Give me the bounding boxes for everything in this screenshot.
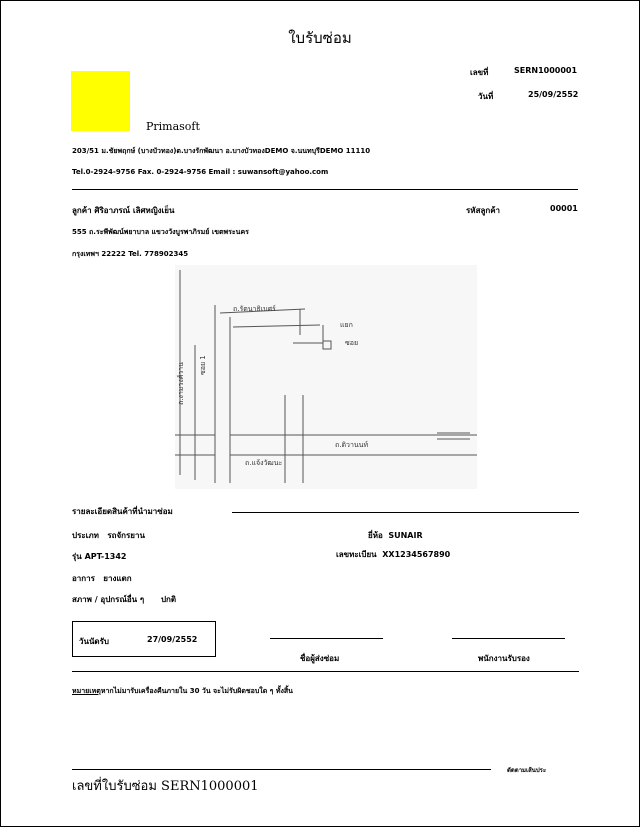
product-symptom: ยางแตก: [103, 574, 132, 583]
receive-date: 27/09/2552: [147, 635, 198, 644]
document-title: ใบรับซ่อม: [288, 29, 352, 47]
header-divider: [72, 189, 578, 190]
map-label-6: ซอย 1: [199, 355, 207, 375]
map-label-5: ถ.งามวงศ์วาน: [177, 362, 185, 405]
staff-signature-label: พนักงานรับรอง: [478, 654, 530, 663]
customer-label: ลูกค้า: [72, 206, 92, 215]
company-address: 203/51 ม.ชัยพฤกษ์ (บางบัวทอง)ต.บางรักพัฒนา อ.บางบัวทองDEMO จ.นนทบุรีDEMO 11110: [72, 147, 371, 155]
doc-no-label: เลขที่: [470, 68, 489, 77]
map-label-3: ซอย: [345, 339, 359, 347]
product-type-row: [72, 529, 145, 542]
product-model-row: [72, 550, 126, 563]
product-condition-row: [72, 593, 176, 606]
product-type-label: ประเภท: [72, 531, 99, 540]
product-condition: ปกติ: [160, 595, 177, 604]
map-label-4: ถ.ติวานนท์: [335, 441, 369, 449]
note-text: หากไม่มารับเครื่องคืนภายใน 30 วัน จะไม่รับผิดชอบใด ๆ ทั้งสิ้น: [100, 687, 293, 695]
product-model: APT-1342: [84, 552, 127, 561]
map-drawing: [175, 265, 477, 489]
cut-text: ตัดตามเส้นประ: [507, 767, 547, 774]
customer-signature-line: [270, 638, 383, 639]
staff-signature-line: [452, 638, 565, 639]
doc-no: SERN1000001: [514, 66, 578, 75]
footer-doc-number: [72, 775, 259, 796]
receive-date-label: วันนัดรับ: [79, 637, 109, 646]
product-section-line: [232, 512, 579, 513]
map-label-1: ถ.รัตนาธิเบศร์: [233, 305, 276, 313]
product-symptom-label: อาการ: [72, 574, 95, 583]
product-brand: SUNAIR: [388, 531, 423, 540]
product-type: รถจักรยาน: [107, 531, 145, 540]
note-row: [72, 686, 293, 697]
product-brand-row: [368, 529, 423, 542]
product-section-label: รายละเอียดสินค้าที่นำมาซ่อม: [72, 507, 173, 516]
product-model-label: รุ่น: [72, 552, 82, 561]
receive-date-box: [72, 621, 216, 657]
company-contact: Tel.0-2924-9756 Fax. 0-2924-9756 Email : suwansoft@yahoo.com: [72, 168, 329, 176]
customer-signature-label: ชื่อผู้ส่งซ่อม: [300, 654, 340, 663]
company-name: Primasoft: [146, 120, 200, 133]
map-label-2: แยก: [340, 321, 353, 329]
customer-name: ศิริอาภรณ์ เลิศหญิงเย็น: [94, 206, 175, 215]
note-divider: [72, 671, 579, 672]
customer-address-1: 555 ถ.ระพีพัฒน์พยาบาล แขวงวังบูรพาภิรมย์ เขตพระนคร: [72, 228, 249, 236]
cut-line: [72, 769, 491, 770]
map-label-7: ถ.แจ้งวัฒนะ: [245, 459, 283, 467]
customer-line: [72, 204, 174, 217]
date-label: วันที่: [478, 92, 494, 101]
product-reg: XX1234567890: [382, 550, 451, 559]
company-logo: [71, 71, 130, 131]
customer-code: 00001: [550, 204, 578, 213]
location-map: [175, 265, 477, 489]
product-symptom-row: [72, 572, 132, 585]
customer-code-label: รหัสลูกค้า: [466, 206, 501, 215]
product-reg-row: [336, 548, 450, 561]
product-condition-label: สภาพ / อุปกรณ์อื่น ๆ: [72, 595, 145, 604]
product-reg-label: เลขทะเบียน: [336, 550, 377, 559]
customer-address-2: กรุงเทพฯ 22222 Tel. 778902345: [72, 250, 189, 258]
product-brand-label: ยี่ห้อ: [368, 531, 383, 540]
footer-doc-no: SERN1000001: [161, 779, 259, 794]
date-value: 25/09/2552: [528, 90, 579, 99]
footer-label: เลขที่ใบรับซ่อม: [72, 779, 157, 794]
note-label: หมายเหตุ: [72, 687, 101, 695]
